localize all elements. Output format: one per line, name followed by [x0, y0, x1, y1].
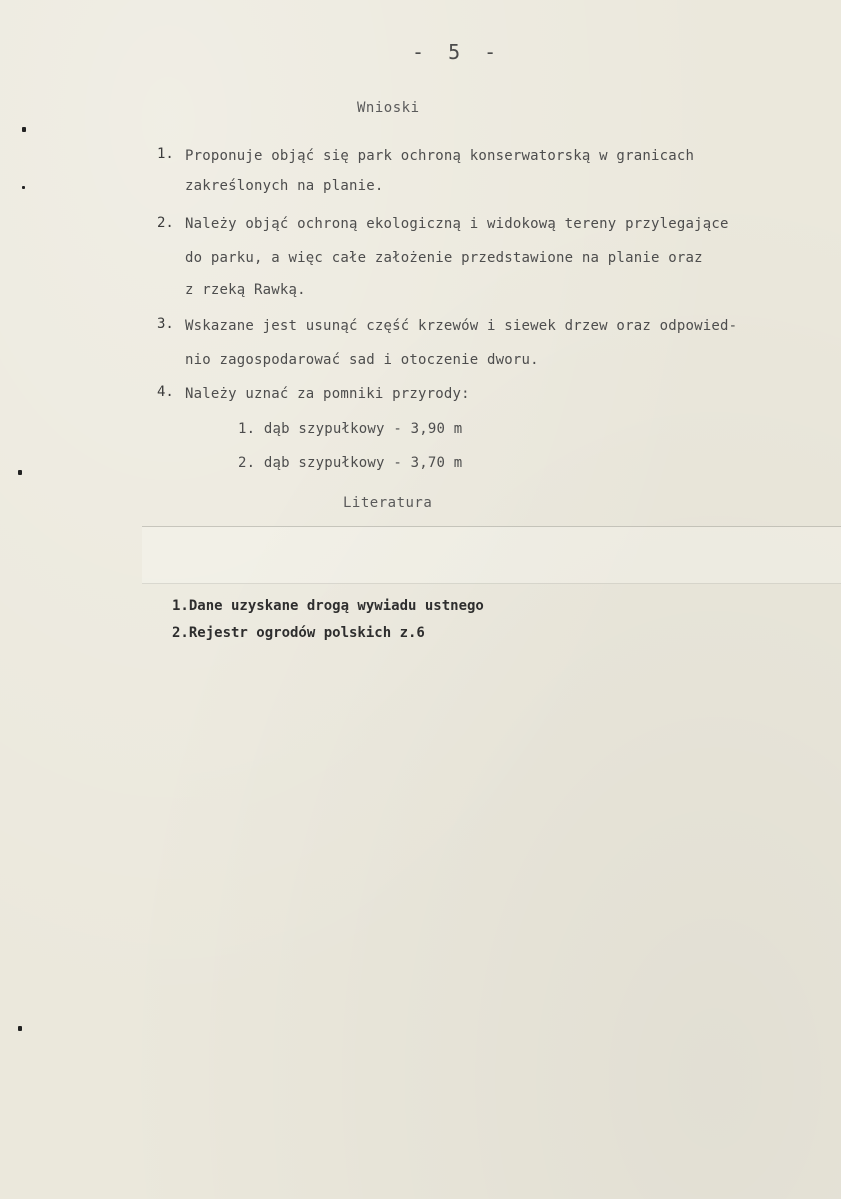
- conclusion-3-line-1: Wskazane jest usunąć część krzewów i siewek drzew oraz odpowied-: [185, 318, 738, 334]
- scan-speck: [18, 470, 22, 475]
- conclusion-1-line-1: Proponuje objąć się park ochroną konserwatorską w granicach: [185, 148, 695, 164]
- literature-item-2: 2.Rejestr ogrodów polskich z.6: [172, 625, 425, 641]
- conclusion-2-line-1: Należy objąć ochroną ekologiczną i widokową tereny przylegające: [185, 216, 729, 232]
- monument-2: 2. dąb szypułkowy - 3,70 m: [238, 455, 463, 471]
- monument-1: 1. dąb szypułkowy - 3,90 m: [238, 421, 463, 437]
- scan-speck: [22, 127, 26, 132]
- conclusion-4-line-1: Należy uznać za pomniki przyrody:: [185, 386, 470, 402]
- scan-speck: [22, 186, 25, 189]
- literature-heading: Literatura: [343, 495, 433, 511]
- page-number: - 5 -: [412, 40, 503, 64]
- conclusions-heading: Wnioski: [357, 100, 420, 116]
- conclusion-number-4: 4.: [157, 384, 174, 400]
- conclusion-3-line-2: nio zagospodarować sad i otoczenie dworu.: [185, 352, 539, 368]
- conclusion-2-line-2: do parku, a więc całe założenie przedstawione na planie oraz: [185, 250, 703, 266]
- pasted-paper-strip: [142, 526, 841, 584]
- conclusion-number-1: 1.: [157, 146, 174, 162]
- conclusion-number-3: 3.: [157, 316, 174, 332]
- conclusion-1-line-2: zakreślonych na planie.: [185, 178, 384, 194]
- scan-speck: [18, 1026, 22, 1031]
- conclusion-number-2: 2.: [157, 215, 174, 231]
- literature-item-1: 1.Dane uzyskane drogą wywiadu ustnego: [172, 598, 484, 614]
- conclusion-2-line-3: z rzeką Rawką.: [185, 282, 306, 298]
